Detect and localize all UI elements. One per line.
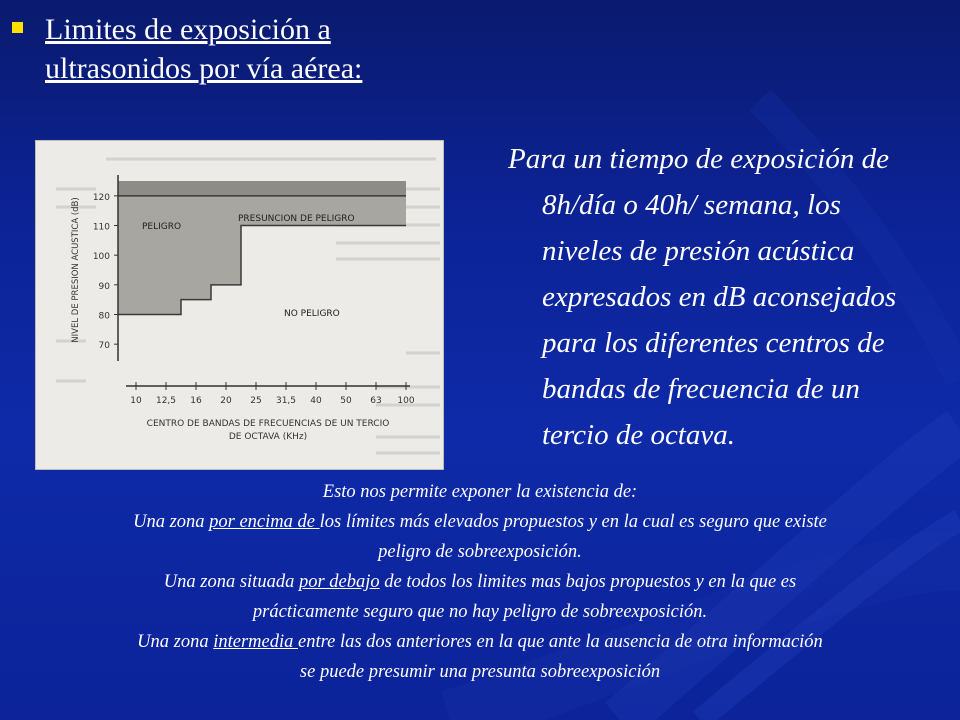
x-axis-label: DE OCTAVA (KHz) (228, 432, 308, 442)
description-line: niveles de presión acústica (542, 235, 855, 267)
y-axis-label: NIVEL DE PRESION ACUSTICA (dB) (71, 197, 81, 343)
y-tick-label: 80 (98, 311, 110, 322)
zone-label-presumption: PRESUNCION DE PELIGRO (238, 214, 355, 224)
zone-below-line (30, 567, 930, 597)
safe-zone-base (119, 329, 406, 359)
zone-intermediate-line-2: se puede presumir una presunta sobreexposición (299, 662, 661, 682)
zone-intermediate-line (30, 627, 930, 657)
x-tick-label: 50 (340, 396, 352, 406)
y-tick-label: 110 (92, 222, 110, 233)
zone-label-safe: NO PELIGRO (284, 309, 340, 319)
description-line: para los diferentes centros de (542, 327, 885, 359)
text-fragment: Una zona (133, 512, 210, 532)
x-tick-label: 20 (220, 396, 232, 406)
description-line: 8h/día o 40h/ semana, los (542, 189, 841, 221)
x-tick-label: 100 (397, 396, 415, 406)
underlined-phrase: por encima de (209, 512, 320, 532)
x-tick-label: 25 (250, 396, 262, 406)
zone-above-line-2: peligro de sobreexposición. (378, 542, 582, 562)
title-block (12, 10, 412, 88)
zone-below-line-2: prácticamente seguro que no hay peligro de sobreexposición. (252, 602, 708, 622)
x-tick-label: 10 (130, 396, 142, 406)
x-tick-label: 40 (310, 396, 322, 406)
underlined-phrase: por debajo (298, 572, 380, 592)
y-tick-label: 120 (92, 192, 110, 203)
text-fragment: entre las dos anteriores en la que ante la ausencia de otra información (298, 632, 823, 652)
y-tick-label: 100 (92, 252, 110, 263)
description-line: bandas de frecuencia de un (542, 373, 860, 405)
text-fragment: los límites más elevados propuestos y en la cual es seguro que existe (319, 512, 827, 532)
text-fragment: Una zona (137, 632, 214, 652)
text-fragment: Una zona situada (163, 572, 299, 592)
zones-explanation (30, 477, 930, 687)
x-axis-label: CENTRO DE BANDAS DE FRECUENCIAS DE UN TERCIO (146, 419, 390, 429)
description-line: tercio de octava. (542, 419, 735, 451)
slide-title: Limites de exposición a ultrasonidos por vía aérea: (45, 13, 363, 85)
x-tick-label: 12,5 (155, 396, 177, 406)
exposure-limits-figure (35, 140, 444, 470)
exposure-chart (36, 141, 443, 469)
x-tick-label: 63 (370, 396, 382, 406)
exposure-description (508, 136, 928, 458)
zone-label-danger: PELIGRO (142, 222, 182, 232)
bullet-square-icon (12, 22, 23, 33)
zone-above-line (30, 507, 930, 537)
y-tick-label: 70 (98, 341, 110, 352)
x-tick-label: 16 (190, 396, 202, 406)
description-line: expresados en dB aconsejados (542, 281, 897, 313)
text-fragment: de todos los limites mas bajos propuestos y en la que es (379, 572, 797, 592)
intro-line: Esto nos permite exponer la existencia de: (322, 482, 638, 502)
danger-zone-area (118, 181, 406, 196)
x-tick-label: 31,5 (275, 396, 297, 406)
y-tick-label: 90 (98, 281, 110, 292)
description-line: Para un tiempo de exposición de (508, 143, 889, 175)
underlined-phrase: intermedia (213, 632, 299, 652)
